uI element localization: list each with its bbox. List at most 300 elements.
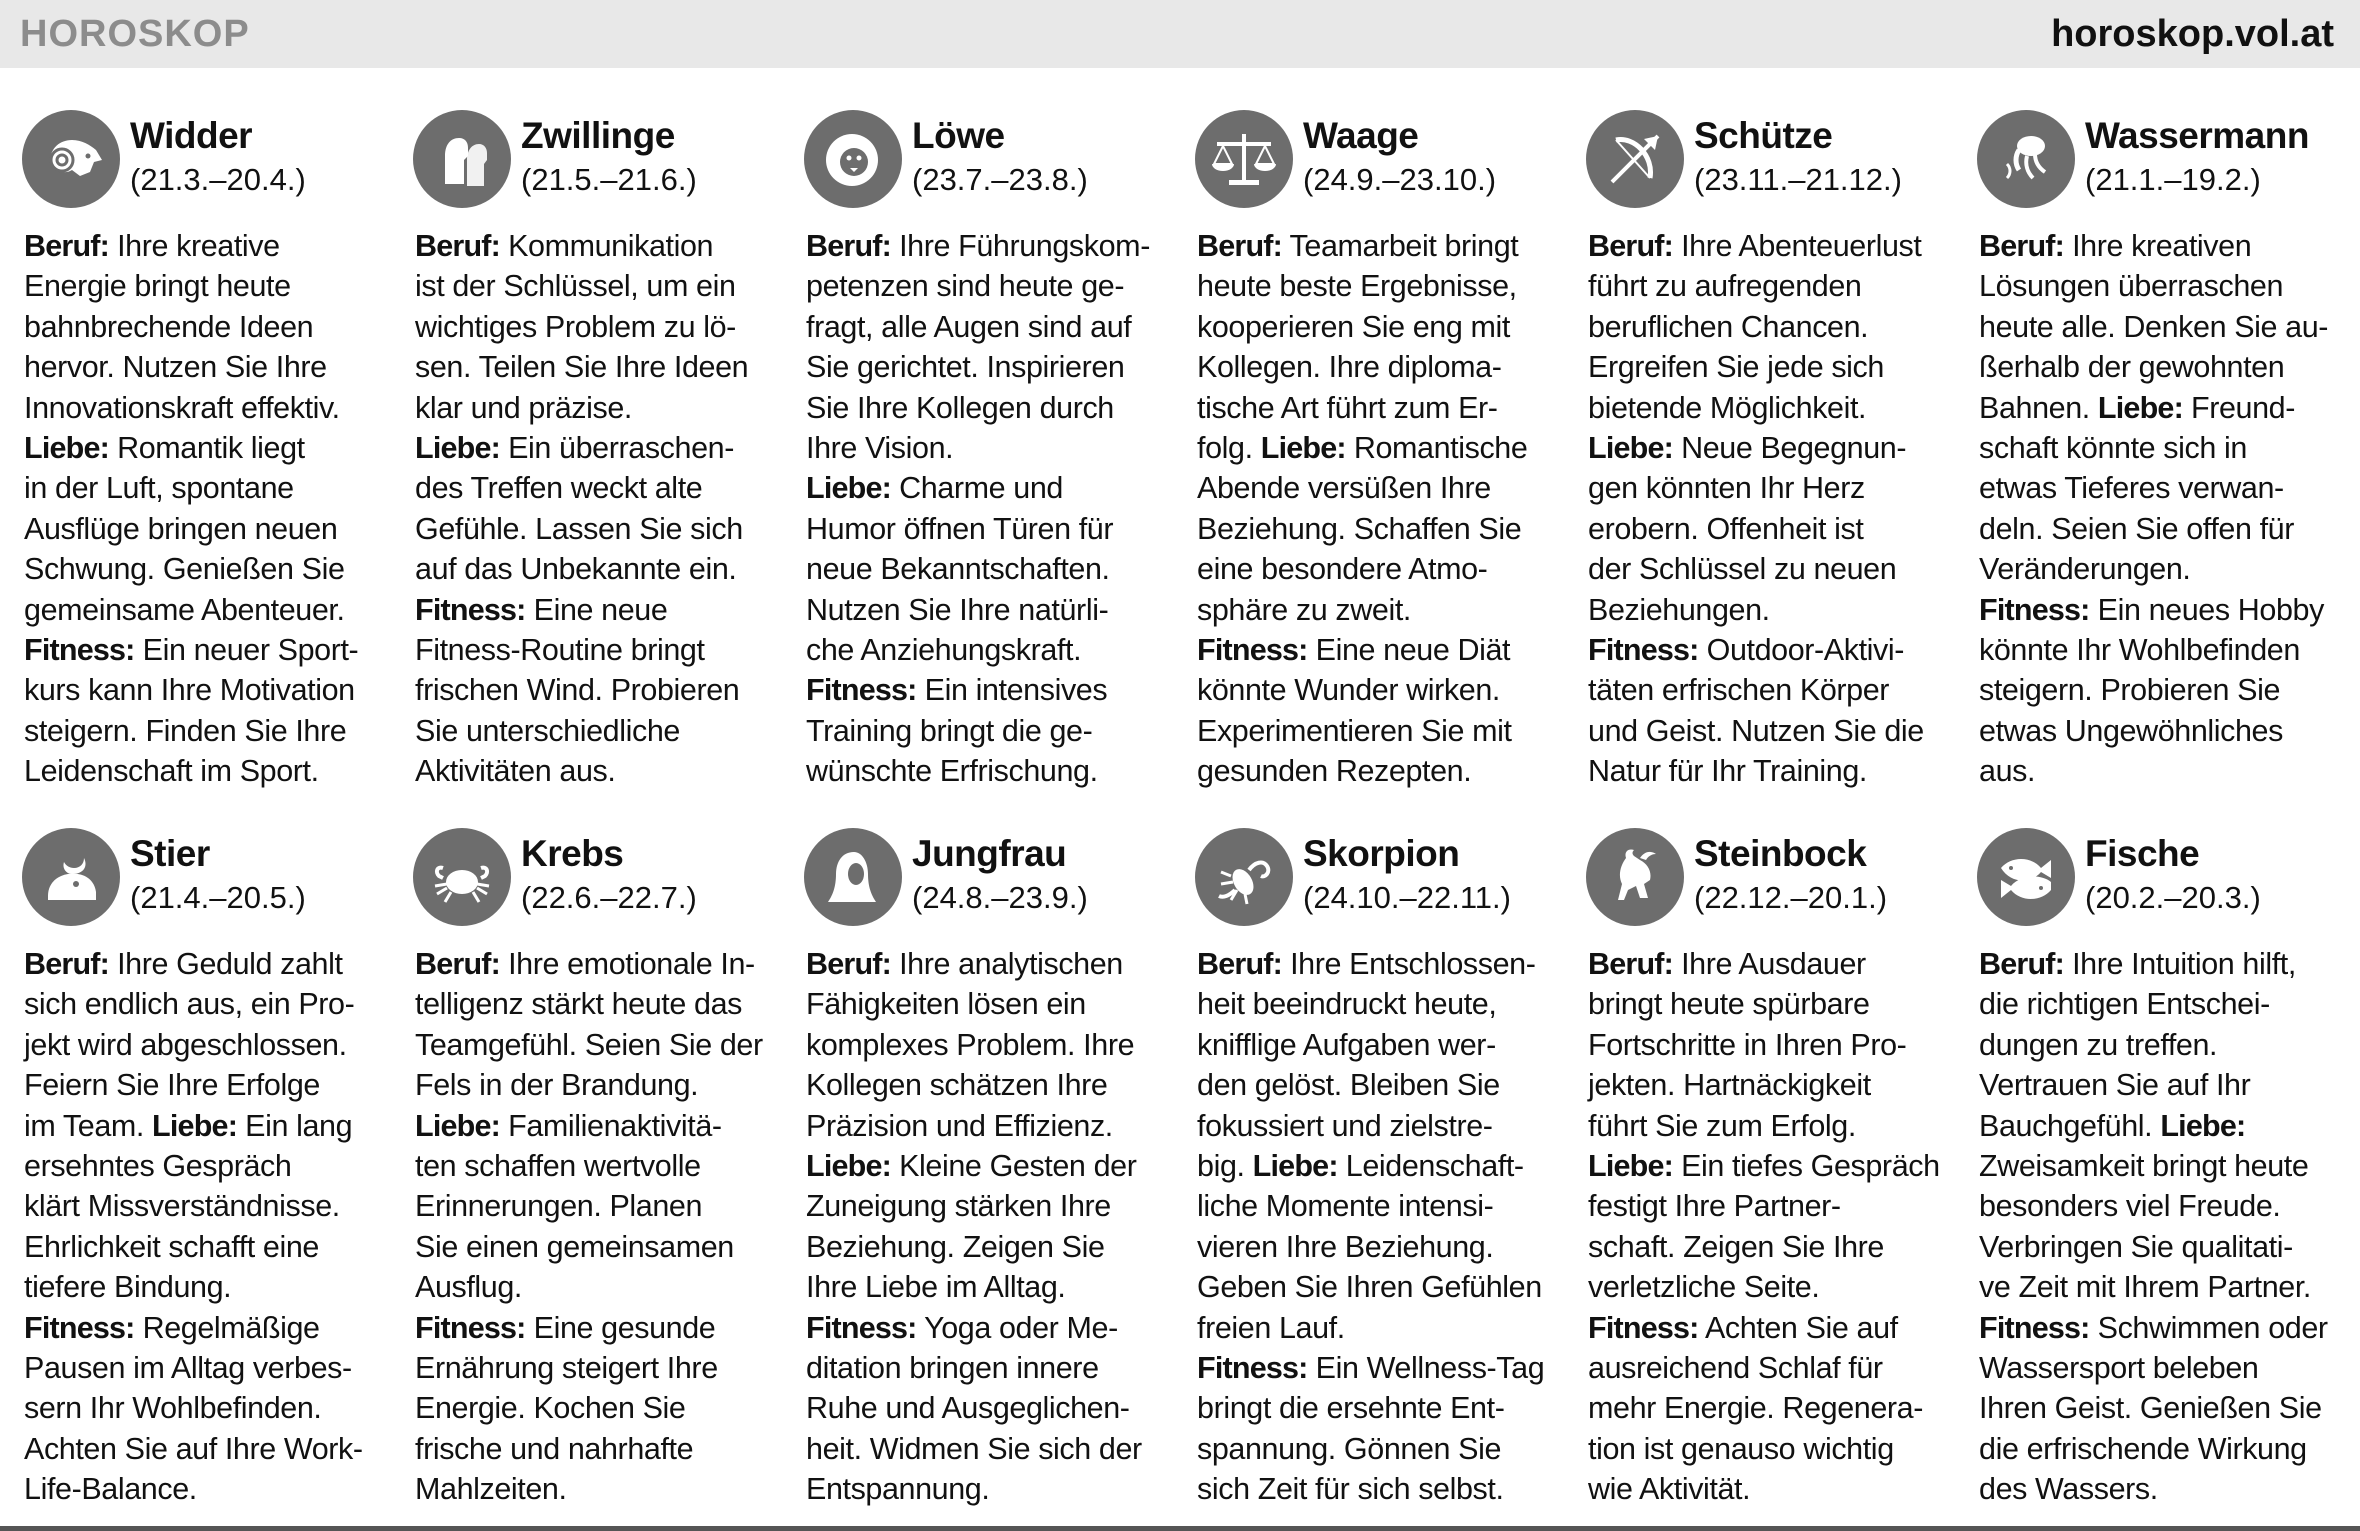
- forecast-line: [415, 388, 775, 428]
- forecast-text: Kommunikation: [500, 229, 714, 263]
- forecast-line: [1588, 670, 1948, 710]
- forecast-text: Teamgefühl. Seien Sie der: [415, 1027, 763, 1062]
- forecast-line: [415, 751, 775, 791]
- forecast-text: klärt Missverständnisse.: [24, 1189, 340, 1224]
- forecast-text: eine besondere Atmo-: [1197, 552, 1488, 587]
- forecast-line: [24, 1186, 384, 1226]
- forecast-text: kooperieren Sie eng mit: [1197, 309, 1510, 344]
- forecast-line: [1588, 347, 1948, 387]
- forecast-text: Pausen im Alltag verbes-: [24, 1350, 352, 1385]
- forecast-line: [1588, 1469, 1948, 1509]
- forecast-text: Schwimmen oder: [2089, 1310, 2328, 1345]
- scorpion-icon: [1195, 828, 1293, 926]
- forecast-text: Ihre Vision.: [806, 430, 954, 465]
- forecast-text: gemeinsame Abenteuer.: [24, 592, 345, 627]
- forecast-line: [1197, 468, 1557, 508]
- forecast-line: [1979, 428, 2339, 468]
- forecast-line: [1979, 266, 2339, 306]
- forecast-text: Veränderungen.: [1979, 552, 2191, 587]
- forecast-text: Freund-: [2182, 390, 2296, 425]
- forecast-text: Natur für Ihr Training.: [1588, 754, 1867, 789]
- forecast-line: [1588, 944, 1948, 984]
- forecast-line: [24, 266, 384, 306]
- forecast-text: führt zu aufregenden: [1588, 269, 1862, 304]
- forecast-line: [1588, 984, 1948, 1024]
- section-label: Beruf:: [806, 947, 892, 981]
- forecast-text: der Schlüssel zu neuen: [1588, 552, 1897, 587]
- forecast-line: [415, 1025, 775, 1065]
- forecast-line: [415, 266, 775, 306]
- forecast-text: sich Zeit für sich selbst.: [1197, 1472, 1504, 1507]
- forecast-text: kurs kann Ihre Motivation: [24, 673, 355, 708]
- forecast-text: festigt Ihre Partner-: [1588, 1189, 1841, 1224]
- forecast-line: [1197, 1025, 1557, 1065]
- forecast-text: ersehntes Gespräch: [24, 1148, 292, 1183]
- sign-dates: (24.8.–23.9.): [912, 880, 1088, 915]
- sign-name: Stier: [130, 833, 210, 874]
- section-label: Fitness:: [1197, 1350, 1308, 1385]
- sign-dates: (20.2.–20.3.): [2085, 880, 2261, 915]
- forecast-text: Ein intensives: [916, 673, 1108, 708]
- forecast-line: [1197, 1065, 1557, 1105]
- sign-forecast-text: [806, 944, 1166, 1509]
- forecast-line: [1979, 984, 2339, 1024]
- forecast-text: etwas Ungewöhnliches: [1979, 713, 2283, 748]
- forecast-line: [1979, 1388, 2339, 1428]
- section-label: Fitness:: [806, 1310, 917, 1345]
- sign-dates: (21.3.–20.4.): [130, 162, 306, 197]
- forecast-text: führt Sie zum Erfolg.: [1588, 1108, 1856, 1143]
- forecast-text: Achten Sie auf: [1698, 1310, 1898, 1345]
- section-label: Fitness:: [1588, 632, 1699, 667]
- forecast-text: heute beste Ergebnisse,: [1197, 269, 1517, 304]
- fish-icon: [1977, 828, 2075, 926]
- forecast-line: [1588, 388, 1948, 428]
- forecast-text: Fitness-Routine bringt: [415, 632, 705, 667]
- forecast-text: des Treffen weckt alte: [415, 471, 703, 506]
- forecast-text: Eine neue Diät: [1307, 632, 1511, 667]
- sign-name: Wassermann: [2085, 115, 2309, 156]
- sign-name: Krebs: [521, 833, 624, 874]
- forecast-line: [1588, 590, 1948, 630]
- forecast-line: [806, 711, 1166, 751]
- forecast-line: [1979, 1469, 2339, 1509]
- forecast-text: Beziehung. Zeigen Sie: [806, 1229, 1105, 1264]
- forecast-line: [1197, 1227, 1557, 1267]
- sign-name: Skorpion: [1303, 833, 1460, 874]
- forecast-text: Bahnen.: [1979, 390, 2098, 425]
- forecast-line: [1979, 1267, 2339, 1307]
- forecast-line: [415, 1146, 775, 1186]
- forecast-line: [806, 1065, 1166, 1105]
- section-label: Beruf:: [24, 947, 110, 981]
- forecast-text: frischen Wind. Probieren: [415, 673, 740, 708]
- sign-dates: (21.1.–19.2.): [2085, 162, 2261, 197]
- forecast-text: Ein neuer Sport-: [134, 632, 359, 667]
- forecast-line: [24, 388, 384, 428]
- forecast-line: [806, 1308, 1166, 1348]
- forecast-line: [1197, 428, 1557, 468]
- forecast-text: hervor. Nutzen Sie Ihre: [24, 350, 327, 385]
- section-label: Beruf:: [1588, 229, 1674, 263]
- forecast-line: [1588, 1146, 1948, 1186]
- capricorn-icon: [1586, 828, 1684, 926]
- forecast-text: Achten Sie auf Ihre Work-: [24, 1431, 363, 1466]
- forecast-text: wichtiges Problem zu lö-: [415, 309, 736, 344]
- forecast-line: [24, 226, 384, 266]
- section-label: Fitness:: [415, 1310, 526, 1345]
- forecast-text: vieren Ihre Beziehung.: [1197, 1229, 1494, 1264]
- forecast-line: [415, 1348, 775, 1388]
- forecast-text: die erfrischende Wirkung: [1979, 1431, 2307, 1466]
- forecast-line: [415, 984, 775, 1024]
- sign-dates: (21.5.–21.6.): [521, 162, 697, 197]
- forecast-text: könnte Ihr Wohlbefinden: [1979, 632, 2300, 667]
- forecast-line: [415, 944, 775, 984]
- forecast-line: [24, 1308, 384, 1348]
- forecast-line: [1588, 1348, 1948, 1388]
- forecast-line: [24, 549, 384, 589]
- forecast-text: Ihre emotionale In-: [500, 947, 755, 981]
- forecast-text: Leidenschaft-: [1337, 1148, 1524, 1183]
- forecast-text: fragt, alle Augen sind auf: [806, 309, 1132, 344]
- forecast-text: Ihre Liebe im Alltag.: [806, 1270, 1066, 1305]
- forecast-text: steigern. Finden Sie Ihre: [24, 713, 347, 748]
- forecast-text: Training bringt die ge-: [806, 713, 1093, 748]
- sign-forecast-text: [1197, 944, 1557, 1509]
- forecast-text: Entspannung.: [806, 1472, 990, 1507]
- forecast-text: Schwung. Genießen Sie: [24, 552, 345, 587]
- forecast-line: [24, 509, 384, 549]
- forecast-text: in der Luft, spontane: [24, 471, 294, 506]
- forecast-text: Nutzen Sie Ihre natürli-: [806, 592, 1109, 627]
- section-label: Liebe:: [2097, 390, 2183, 425]
- forecast-text: Romantische: [1345, 430, 1528, 465]
- sign-name: Widder: [130, 115, 253, 156]
- forecast-text: Ein überraschen-: [500, 430, 734, 465]
- forecast-line: [806, 1388, 1166, 1428]
- header-bar: [0, 0, 2360, 68]
- forecast-text: Ihre Ausdauer: [1673, 947, 1866, 981]
- forecast-line: [24, 1429, 384, 1469]
- section-label: Fitness:: [24, 632, 135, 667]
- forecast-text: Eine gesunde: [525, 1310, 716, 1345]
- section-label: Liebe:: [415, 430, 501, 465]
- forecast-line: [1979, 711, 2339, 751]
- forecast-line: [24, 1388, 384, 1428]
- bottom-rule: [0, 1526, 2360, 1531]
- forecast-line: [1197, 630, 1557, 670]
- forecast-text: Gefühle. Lassen Sie sich: [415, 511, 743, 546]
- forecast-line: [1588, 630, 1948, 670]
- forecast-text: Teamarbeit bringt: [1282, 229, 1519, 263]
- forecast-line: [806, 1469, 1166, 1509]
- forecast-text: jekten. Hartnäckigkeit: [1588, 1068, 1871, 1103]
- forecast-text: erobern. Offenheit ist: [1588, 511, 1864, 546]
- forecast-text: Ein lang: [237, 1108, 353, 1143]
- forecast-line: [1588, 266, 1948, 306]
- forecast-text: Energie bringt heute: [24, 269, 291, 304]
- forecast-text: gen könnten Ihr Herz: [1588, 471, 1865, 506]
- forecast-line: [806, 1025, 1166, 1065]
- forecast-text: täten erfrischen Körper: [1588, 673, 1890, 708]
- forecast-text: Ihre kreativen: [2064, 229, 2252, 263]
- section-label: Fitness:: [806, 673, 917, 708]
- forecast-text: heit. Widmen Sie sich der: [806, 1431, 1142, 1466]
- sign-dates: (21.4.–20.5.): [130, 880, 306, 915]
- forecast-text: Präzision und Effizienz.: [806, 1108, 1113, 1143]
- section-label: Fitness:: [1979, 1310, 2090, 1345]
- forecast-text: sich endlich aus, ein Pro-: [24, 987, 355, 1022]
- forecast-line: [415, 1308, 775, 1348]
- forecast-text: Verbringen Sie qualitati-: [1979, 1229, 2293, 1264]
- scales-icon: [1195, 110, 1293, 208]
- forecast-line: [24, 944, 384, 984]
- forecast-line: [1979, 307, 2339, 347]
- forecast-text: Aktivitäten aus.: [415, 754, 616, 789]
- sign-forecast-text: [415, 944, 775, 1509]
- forecast-text: schaft könnte sich in: [1979, 430, 2247, 465]
- forecast-line: [1588, 711, 1948, 751]
- section-label: Liebe:: [1588, 430, 1674, 465]
- forecast-line: [415, 428, 775, 468]
- forecast-text: Ihre Geduld zahlt: [109, 947, 343, 981]
- forecast-text: wie Aktivität.: [1588, 1472, 1751, 1507]
- forecast-line: [1588, 1429, 1948, 1469]
- forecast-text: Life-Balance.: [24, 1472, 197, 1507]
- forecast-text: Ein Wellness-Tag: [1307, 1350, 1545, 1385]
- forecast-text: ditation bringen innere: [806, 1350, 1099, 1385]
- forecast-text: sern Ihr Wohlbefinden.: [24, 1391, 322, 1426]
- sign-dates: (23.11.–21.12.): [1694, 162, 1902, 197]
- forecast-text: mehr Energie. Regenera-: [1588, 1391, 1923, 1426]
- forecast-text: deln. Seien Sie offen für: [1979, 511, 2295, 546]
- forecast-line: [1588, 751, 1948, 791]
- forecast-line: [806, 630, 1166, 670]
- section-label: Fitness:: [1979, 592, 2090, 627]
- forecast-text: komplexes Problem. Ihre: [806, 1027, 1135, 1062]
- forecast-text: spannung. Gönnen Sie: [1197, 1431, 1502, 1466]
- forecast-text: fokussiert und zielstre-: [1197, 1108, 1493, 1143]
- section-label: Beruf:: [806, 229, 892, 263]
- forecast-line: [415, 509, 775, 549]
- forecast-line: [806, 944, 1166, 984]
- forecast-line: [1979, 388, 2339, 428]
- bull-icon: [22, 828, 120, 926]
- forecast-text: tion ist genauso wichtig: [1588, 1431, 1894, 1466]
- forecast-text: Kollegen schätzen Ihre: [806, 1068, 1108, 1103]
- forecast-line: [1979, 1186, 2339, 1226]
- forecast-line: [1588, 549, 1948, 589]
- forecast-line: [1979, 1106, 2339, 1146]
- forecast-line: [1197, 670, 1557, 710]
- forecast-text: steigern. Probieren Sie: [1979, 673, 2281, 708]
- forecast-line: [415, 1106, 775, 1146]
- forecast-line: [1979, 509, 2339, 549]
- forecast-text: etwas Tieferes verwan-: [1979, 471, 2284, 506]
- sign-forecast-text: [806, 226, 1166, 791]
- forecast-line: [1979, 1146, 2339, 1186]
- forecast-text: Ernährung steigert Ihre: [415, 1350, 718, 1385]
- forecast-text: Kleine Gesten der: [891, 1148, 1137, 1183]
- forecast-line: [806, 751, 1166, 791]
- forecast-text: Ergreifen Sie jede sich: [1588, 350, 1884, 385]
- forecast-line: [1197, 509, 1557, 549]
- forecast-line: [1588, 1388, 1948, 1428]
- forecast-line: [1979, 630, 2339, 670]
- sign-forecast-text: [1197, 226, 1557, 791]
- forecast-line: [415, 1469, 775, 1509]
- twins-icon: [413, 110, 511, 208]
- forecast-line: [1197, 388, 1557, 428]
- forecast-text: Ihre Intuition hilft,: [2064, 947, 2296, 981]
- forecast-text: Eine neue: [525, 592, 668, 627]
- forecast-line: [415, 1227, 775, 1267]
- forecast-text: wünschte Erfrischung.: [806, 754, 1098, 789]
- forecast-text: Energie. Kochen Sie: [415, 1391, 686, 1426]
- virgin-icon: [804, 828, 902, 926]
- forecast-line: [1197, 1348, 1557, 1388]
- sign-dates: (22.12.–20.1.): [1694, 880, 1888, 915]
- section-label: Fitness:: [1588, 1310, 1699, 1345]
- section-label: Liebe:: [2160, 1108, 2246, 1143]
- forecast-line: [1979, 1065, 2339, 1105]
- forecast-line: [1979, 1227, 2339, 1267]
- forecast-line: [1979, 468, 2339, 508]
- forecast-text: Ausflüge bringen neuen: [24, 511, 338, 546]
- forecast-text: tiefere Bindung.: [24, 1270, 232, 1305]
- forecast-line: [1588, 1065, 1948, 1105]
- forecast-line: [24, 590, 384, 630]
- forecast-line: [1588, 1025, 1948, 1065]
- forecast-line: [806, 307, 1166, 347]
- forecast-line: [24, 1065, 384, 1105]
- forecast-line: [415, 347, 775, 387]
- forecast-text: ist der Schlüssel, um ein: [415, 269, 736, 304]
- forecast-text: ausreichend Schlaf für: [1588, 1350, 1883, 1385]
- forecast-line: [806, 1267, 1166, 1307]
- forecast-text: Sie einen gemeinsamen: [415, 1229, 734, 1264]
- forecast-line: [415, 1388, 775, 1428]
- forecast-line: [24, 1227, 384, 1267]
- forecast-text: Romantik liegt: [109, 430, 305, 465]
- forecast-line: [1197, 1429, 1557, 1469]
- crab-icon: [413, 828, 511, 926]
- forecast-line: [1588, 226, 1948, 266]
- forecast-line: [806, 388, 1166, 428]
- sign-forecast-text: [415, 226, 775, 791]
- forecast-text: dungen zu treffen.: [1979, 1027, 2218, 1062]
- forecast-text: Geben Sie Ihren Gefühlen: [1197, 1270, 1542, 1305]
- forecast-text: bringt die ersehnte Ent-: [1197, 1391, 1505, 1426]
- section-label: Liebe:: [806, 1148, 892, 1183]
- forecast-text: tische Art führt zum Er-: [1197, 390, 1498, 425]
- forecast-text: che Anziehungskraft.: [806, 632, 1082, 667]
- forecast-line: [1979, 590, 2339, 630]
- forecast-line: [1197, 590, 1557, 630]
- forecast-line: [1197, 1388, 1557, 1428]
- sign-name: Waage: [1303, 115, 1419, 156]
- forecast-line: [415, 307, 775, 347]
- forecast-line: [1979, 751, 2339, 791]
- forecast-text: Ausflug.: [415, 1270, 523, 1305]
- sign-dates: (22.6.–22.7.): [521, 880, 697, 915]
- forecast-text: des Wassers.: [1979, 1472, 2158, 1507]
- forecast-text: Ihre Entschlossen-: [1282, 947, 1536, 981]
- forecast-text: Feiern Sie Ihre Erfolge: [24, 1068, 320, 1103]
- forecast-text: Fortschritte in Ihren Pro-: [1588, 1027, 1907, 1062]
- forecast-text: könnte Wunder wirken.: [1197, 673, 1500, 708]
- forecast-text: petenzen sind heute ge-: [806, 269, 1125, 304]
- forecast-text: Sie unterschiedliche: [415, 713, 680, 748]
- forecast-text: ve Zeit mit Ihrem Partner.: [1979, 1270, 2311, 1305]
- forecast-line: [24, 1469, 384, 1509]
- forecast-text: ten schaffen wertvolle: [415, 1148, 701, 1183]
- forecast-text: Vertrauen Sie auf Ihr: [1979, 1068, 2251, 1103]
- forecast-line: [1588, 1267, 1948, 1307]
- forecast-line: [1197, 226, 1557, 266]
- forecast-line: [1197, 1267, 1557, 1307]
- forecast-text: Abende versüßen Ihre: [1197, 471, 1491, 506]
- forecast-text: klar und präzise.: [415, 390, 632, 425]
- forecast-text: Ein tiefes Gespräch: [1673, 1148, 1940, 1183]
- forecast-line: [1197, 1146, 1557, 1186]
- forecast-text: liche Momente intensi-: [1197, 1189, 1494, 1224]
- sign-forecast-text: [1588, 226, 1948, 791]
- forecast-text: Sie gerichtet. Inspirieren: [806, 350, 1125, 385]
- sign-name: Jungfrau: [912, 833, 1067, 874]
- forecast-line: [24, 630, 384, 670]
- forecast-line: [806, 266, 1166, 306]
- forecast-text: Ihre Führungskom-: [891, 229, 1150, 263]
- forecast-text: Fähigkeiten lösen ein: [806, 987, 1086, 1022]
- forecast-line: [1979, 1025, 2339, 1065]
- forecast-line: [806, 1348, 1166, 1388]
- section-label: Beruf:: [24, 229, 110, 263]
- forecast-text: bietende Möglichkeit.: [1588, 390, 1867, 425]
- forecast-line: [1588, 1308, 1948, 1348]
- forecast-text: beruflichen Chancen.: [1588, 309, 1869, 344]
- forecast-line: [415, 1267, 775, 1307]
- sign-dates: (24.9.–23.10.): [1303, 162, 1497, 197]
- forecast-line: [24, 751, 384, 791]
- forecast-text: folg.: [1197, 430, 1261, 465]
- section-label: Beruf:: [1588, 947, 1674, 981]
- forecast-line: [1979, 1429, 2339, 1469]
- forecast-line: [1979, 549, 2339, 589]
- forecast-text: Ehrlichkeit schafft eine: [24, 1229, 319, 1264]
- forecast-line: [24, 670, 384, 710]
- section-label: Liebe:: [1588, 1148, 1674, 1183]
- section-label: Fitness:: [1197, 632, 1308, 667]
- forecast-line: [1197, 549, 1557, 589]
- forecast-line: [24, 984, 384, 1024]
- forecast-text: Beziehung. Schaffen Sie: [1197, 511, 1522, 546]
- forecast-text: sen. Teilen Sie Ihre Ideen: [415, 350, 749, 385]
- forecast-line: [1197, 266, 1557, 306]
- section-label: Liebe:: [415, 1108, 501, 1143]
- forecast-line: [806, 549, 1166, 589]
- forecast-line: [1588, 468, 1948, 508]
- forecast-line: [24, 1348, 384, 1388]
- forecast-text: Experimentieren Sie mit: [1197, 713, 1512, 748]
- site-url[interactable]: horoskop.vol.at: [2051, 13, 2334, 55]
- forecast-text: verletzliche Seite.: [1588, 1270, 1820, 1305]
- sign-forecast-text: [24, 944, 384, 1509]
- forecast-line: [24, 428, 384, 468]
- forecast-text: Fels in der Brandung.: [415, 1068, 699, 1103]
- forecast-text: Zweisamkeit bringt heute: [1979, 1148, 2309, 1183]
